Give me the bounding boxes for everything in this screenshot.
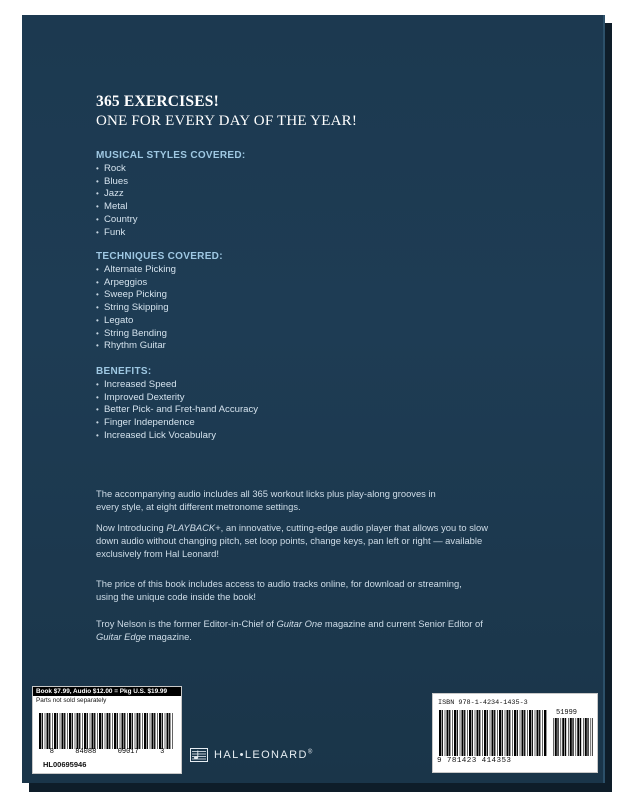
list-item: • Rock xyxy=(96,163,246,176)
playback-paragraph: Now Introducing PLAYBACK+, an innovative, cutting-edge audio player that allows you to slow down audio without changing pitch, set loop points, change keys, pan left or right — available exclusively from Hal Leonard! xyxy=(96,522,488,559)
list-item: • String Skipping xyxy=(96,302,223,315)
playback-brand: PLAYBACK+ xyxy=(166,522,221,533)
list-item: • Arpeggios xyxy=(96,277,223,290)
product-code: HL00695946 xyxy=(43,760,87,769)
publisher-logo xyxy=(190,748,314,762)
section-musical-styles xyxy=(96,150,246,239)
section-techniques xyxy=(96,251,223,353)
audio-paragraph: The accompanying audio includes all 365 workout licks plus play-along grooves in every style, at eight different metronome settings. xyxy=(96,488,436,512)
list-item: • Finger Independence xyxy=(96,417,258,430)
list-item: • Improved Dexterity xyxy=(96,392,258,405)
list-item: • Sweep Picking xyxy=(96,289,223,302)
section-title: BENEFITS: xyxy=(96,366,152,377)
list-item: • String Bending xyxy=(96,328,223,341)
isbn-barcode-sticker xyxy=(432,693,598,773)
section-title: TECHNIQUES COVERED: xyxy=(96,251,223,262)
section-title: MUSICAL STYLES COVERED: xyxy=(96,150,246,161)
list-item: • Alternate Picking xyxy=(96,264,223,277)
list-item: • Country xyxy=(96,214,246,227)
list-item: • Jazz xyxy=(96,188,246,201)
techniques-list xyxy=(96,264,223,353)
styles-list xyxy=(96,163,246,239)
publisher-name: HAL•LEONARD® xyxy=(214,749,314,761)
price-paragraph: The price of this book includes access to audio tracks online, for download or streaming, using the unique code inside the book! xyxy=(96,578,462,602)
section-benefits xyxy=(96,366,258,443)
list-item: • Increased Speed xyxy=(96,379,258,392)
price-note: Parts not sold separately xyxy=(36,697,107,704)
list-item: • Blues xyxy=(96,176,246,189)
isbn-number: ISBN 978-1-4234-1435-3 xyxy=(438,699,528,707)
headline-secondary: ONE FOR EVERY DAY OF THE YEAR! xyxy=(96,113,358,129)
author-paragraph: Troy Nelson is the former Editor-in-Chief of Guitar One magazine and current Senior Editor of Guitar Edge magazine. xyxy=(96,618,483,642)
list-item: • Increased Lick Vocabulary xyxy=(96,430,258,443)
price-barcode-sticker xyxy=(32,686,182,774)
headline-primary: 365 EXERCISES! xyxy=(96,93,219,110)
list-item: • Better Pick- and Fret-hand Accuracy xyxy=(96,404,258,417)
list-item: • Legato xyxy=(96,315,223,328)
ean-barcode xyxy=(439,710,547,756)
ean-digits: 9 781423 414353 xyxy=(437,757,512,765)
upc-digits: 8 84088 09017 3 xyxy=(49,748,165,756)
hal-leonard-icon xyxy=(190,748,208,762)
price-addon-code: 51999 xyxy=(556,709,578,717)
addon-barcode xyxy=(553,718,593,756)
benefits-list xyxy=(96,379,258,443)
package-price: Book $7.99, Audio $12.00 = Pkg U.S. $19.99 xyxy=(33,687,181,696)
list-item: • Funk xyxy=(96,227,246,240)
upc-barcode xyxy=(39,713,173,749)
list-item: • Metal xyxy=(96,201,246,214)
list-item: • Rhythm Guitar xyxy=(96,340,223,353)
